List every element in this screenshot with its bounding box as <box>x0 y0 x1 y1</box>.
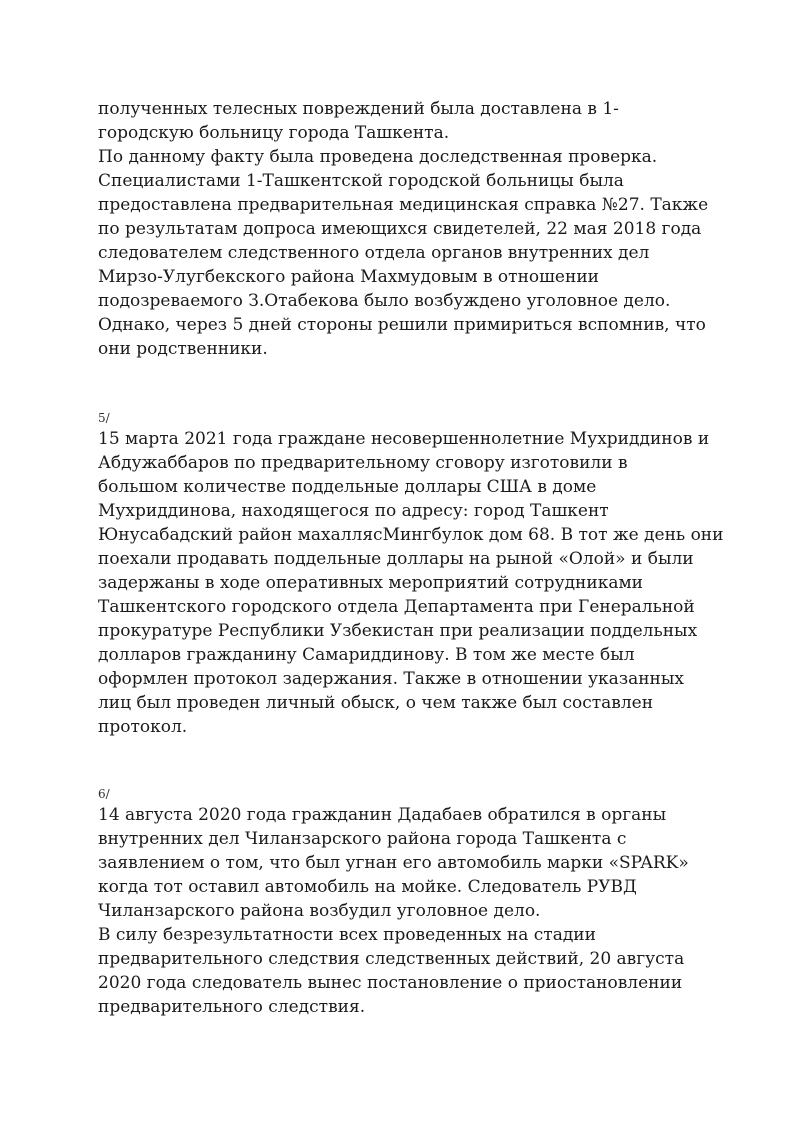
text-line: Мухриддинова, находящегося по адресу: город Ташкент <box>98 501 609 521</box>
text-line: когда тот оставил автомобиль на мойке. Следователь РУВД <box>98 877 637 897</box>
text-line: Юнусабадский район махаллясМингбулок дом 68. В тот же день они <box>98 525 724 545</box>
text-line: 15 марта 2021 года граждане несовершеннолетние Мухриддинов и <box>98 429 710 449</box>
section-number: 6/ <box>98 787 110 801</box>
text-line: Мирзо-Улугбекского района Махмудовым в отношении <box>98 267 599 287</box>
text-line: Абдужаббаров по предварительному сговору изготовили в <box>98 453 628 473</box>
text-line: предоставлена предварительная медицинская справка №27. Также <box>98 195 709 215</box>
text-line: протокол. <box>98 717 188 737</box>
text-line: следователем следственного отдела органов внутренних дел <box>98 243 650 263</box>
text-line: Однако, через 5 дней стороны решили примириться вспомнив, что <box>98 315 706 335</box>
text-line: они родственники. <box>98 339 268 359</box>
text-line: поехали продавать поддельные доллары на рыной «Олой» и были <box>98 549 694 569</box>
text-line: 2020 года следователь вынес постановление о приостановлении <box>98 973 683 993</box>
section-spacer <box>98 361 718 410</box>
text-line: По данному факту была проведена доследственная проверка. <box>98 147 658 167</box>
section-6 <box>98 786 718 1019</box>
text-line: оформлен протокол задержания. Также в отношении указанных <box>98 669 685 689</box>
text-line: предварительного следствия следственных действий, 20 августа <box>98 949 685 969</box>
section-5 <box>98 410 724 739</box>
text-line: внутренних дел Чиланзарского района города Ташкента с <box>98 829 627 849</box>
text-line: задержаны в ходе оперативных мероприятий сотрудниками <box>98 573 644 593</box>
text-line: лиц был проведен личный обыск, о чем также был составлен <box>98 693 654 713</box>
text-line: Ташкентского городского отдела Департамента при Генеральной <box>98 597 695 617</box>
text-line: В силу безрезультатности всех проведенных на стадии <box>98 925 596 945</box>
text-line: Специалистами 1-Ташкентской городской больницы была <box>98 171 624 191</box>
text-line: Чиланзарского района возбудил уголовное дело. <box>98 901 541 921</box>
text-line: городскую больницу города Ташкента. <box>98 123 450 143</box>
section-number: 5/ <box>98 411 110 425</box>
text-line: подозреваемого З.Отабекова было возбуждено уголовное дело. <box>98 291 671 311</box>
text-line: полученных телесных повреждений была доставлена в 1- <box>98 99 619 119</box>
intro-paragraph <box>98 97 718 361</box>
text-line: прокуратуре Республики Узбекистан при реализации поддельных <box>98 621 698 641</box>
text-line: 14 августа 2020 года гражданин Дадабаев обратился в органы <box>98 805 667 825</box>
section-spacer <box>98 739 718 786</box>
text-line: по результатам допроса имеющихся свидетелей, 22 мая 2018 года <box>98 219 702 239</box>
text-line: долларов гражданину Самариддинову. В том же месте был <box>98 645 635 665</box>
document-page <box>98 97 724 1019</box>
text-line: заявлением о том, что был угнан его автомобиль марки «SPARK» <box>98 853 689 873</box>
text-line: предварительного следствия. <box>98 997 366 1017</box>
text-line: большом количестве поддельные доллары США в доме <box>98 477 597 497</box>
